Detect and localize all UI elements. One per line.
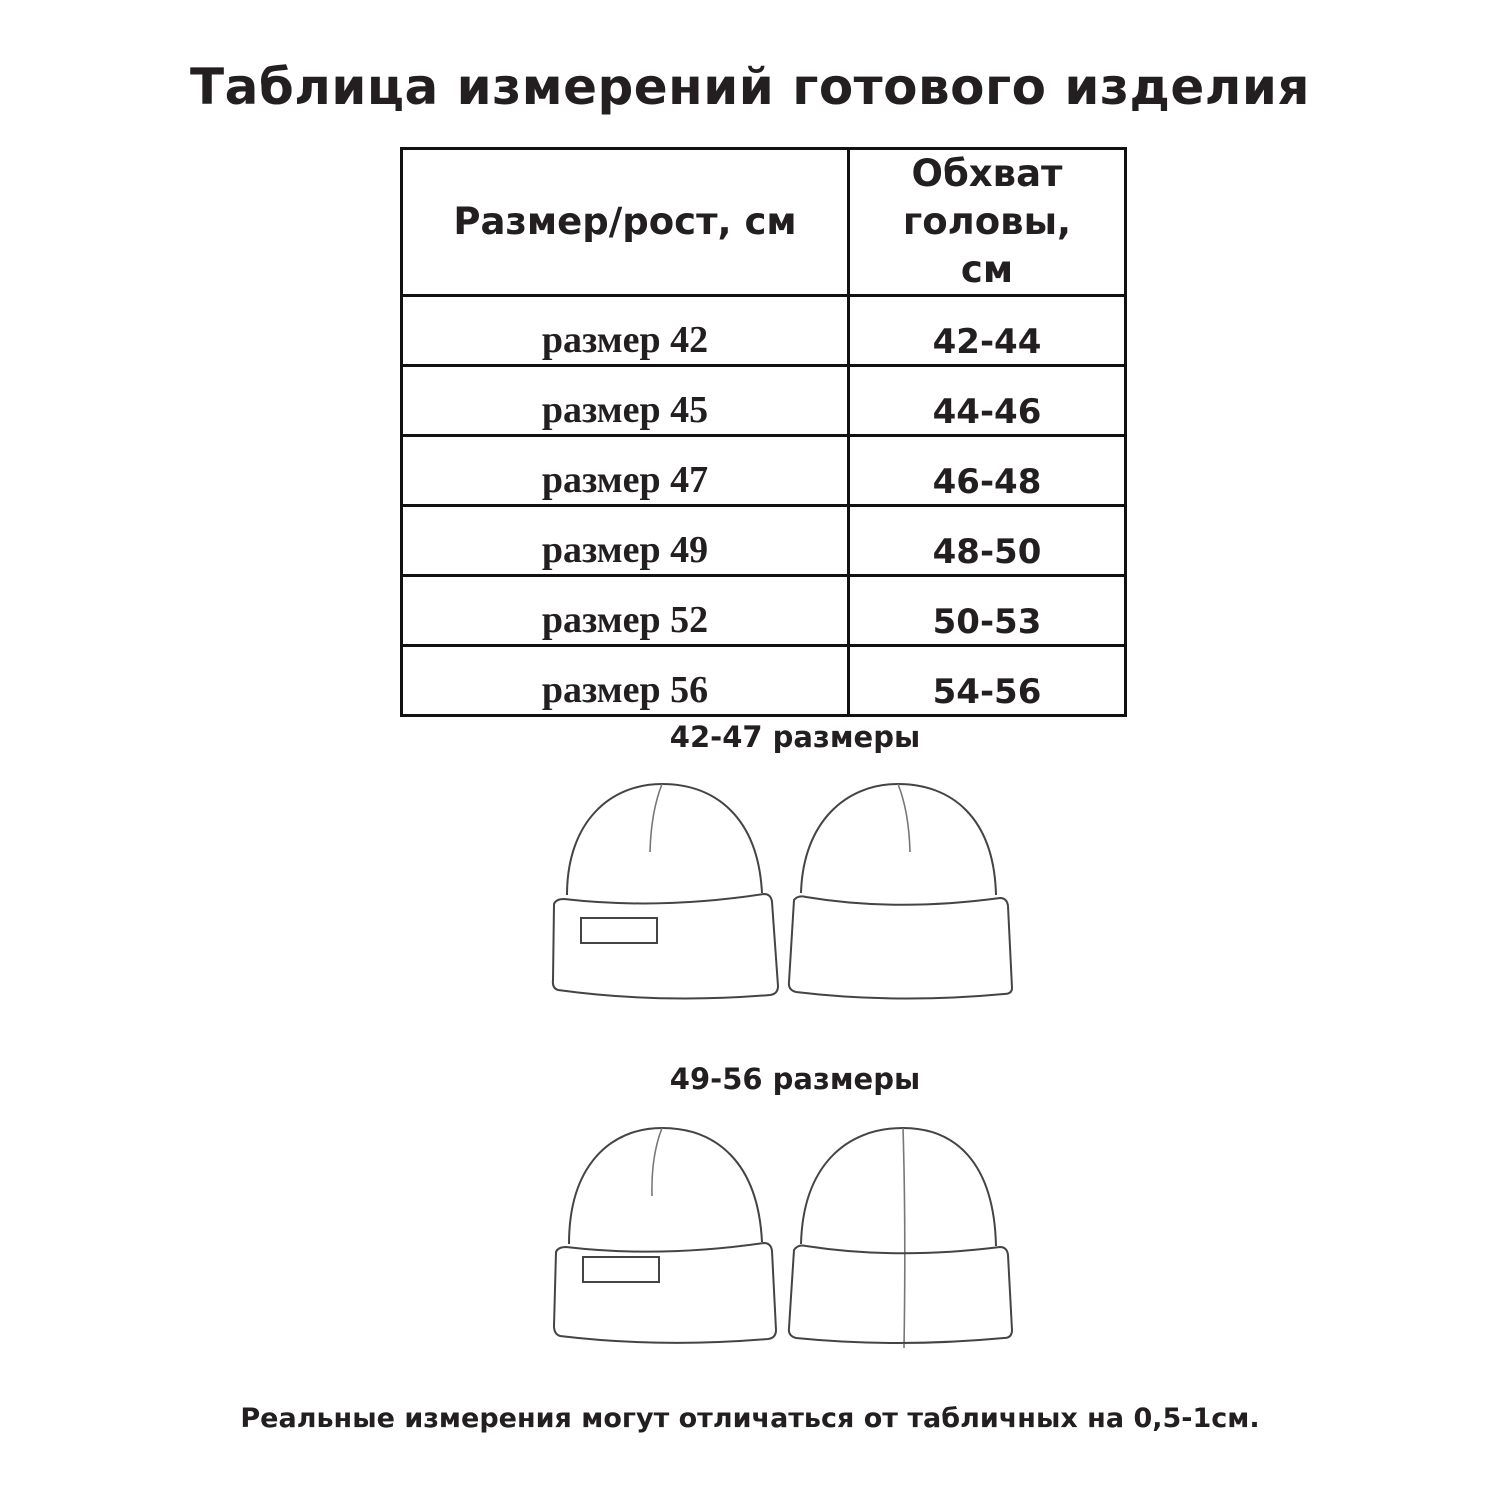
size-cell: размер 42 [402,296,849,366]
table-row [402,296,1126,366]
size-cell: размер 49 [402,506,849,576]
illustration-caption-large: 49-56 размеры [669,1062,921,1096]
header-head-circumference-label: Обхват головы, см [902,152,1072,291]
head-circumference-cell: 50-53 [849,576,1126,646]
header-head-circumference [849,149,1126,296]
head-circumference-cell: 42-44 [849,296,1126,366]
table-header-row [402,149,1126,296]
page-title: Таблица измерений готового изделия [189,58,1311,116]
hat-back-small-illustration [786,782,1018,1004]
measurement-note: Реальные измерения могут отличаться от табличных на 0,5-1см. [240,1403,1260,1434]
table-row [402,576,1126,646]
head-circumference-cell: 54-56 [849,646,1126,716]
head-circumference-cell: 44-46 [849,366,1126,436]
illustration-caption-small: 42-47 размеры [669,720,921,754]
size-cell: размер 45 [402,366,849,436]
size-cell: размер 47 [402,436,849,506]
table-row [402,646,1126,716]
head-circumference-cell: 48-50 [849,506,1126,576]
hat-front-large-illustration [550,1126,782,1348]
head-circumference-cell: 46-48 [849,436,1126,506]
table-row [402,506,1126,576]
hat-back-large-illustration [786,1126,1018,1348]
size-cell: размер 52 [402,576,849,646]
hat-front-small-illustration [550,782,782,1004]
table-row [402,436,1126,506]
table-row [402,366,1126,436]
header-size: Размер/рост, см [402,149,849,296]
size-cell: размер 56 [402,646,849,716]
size-table [400,147,1127,717]
